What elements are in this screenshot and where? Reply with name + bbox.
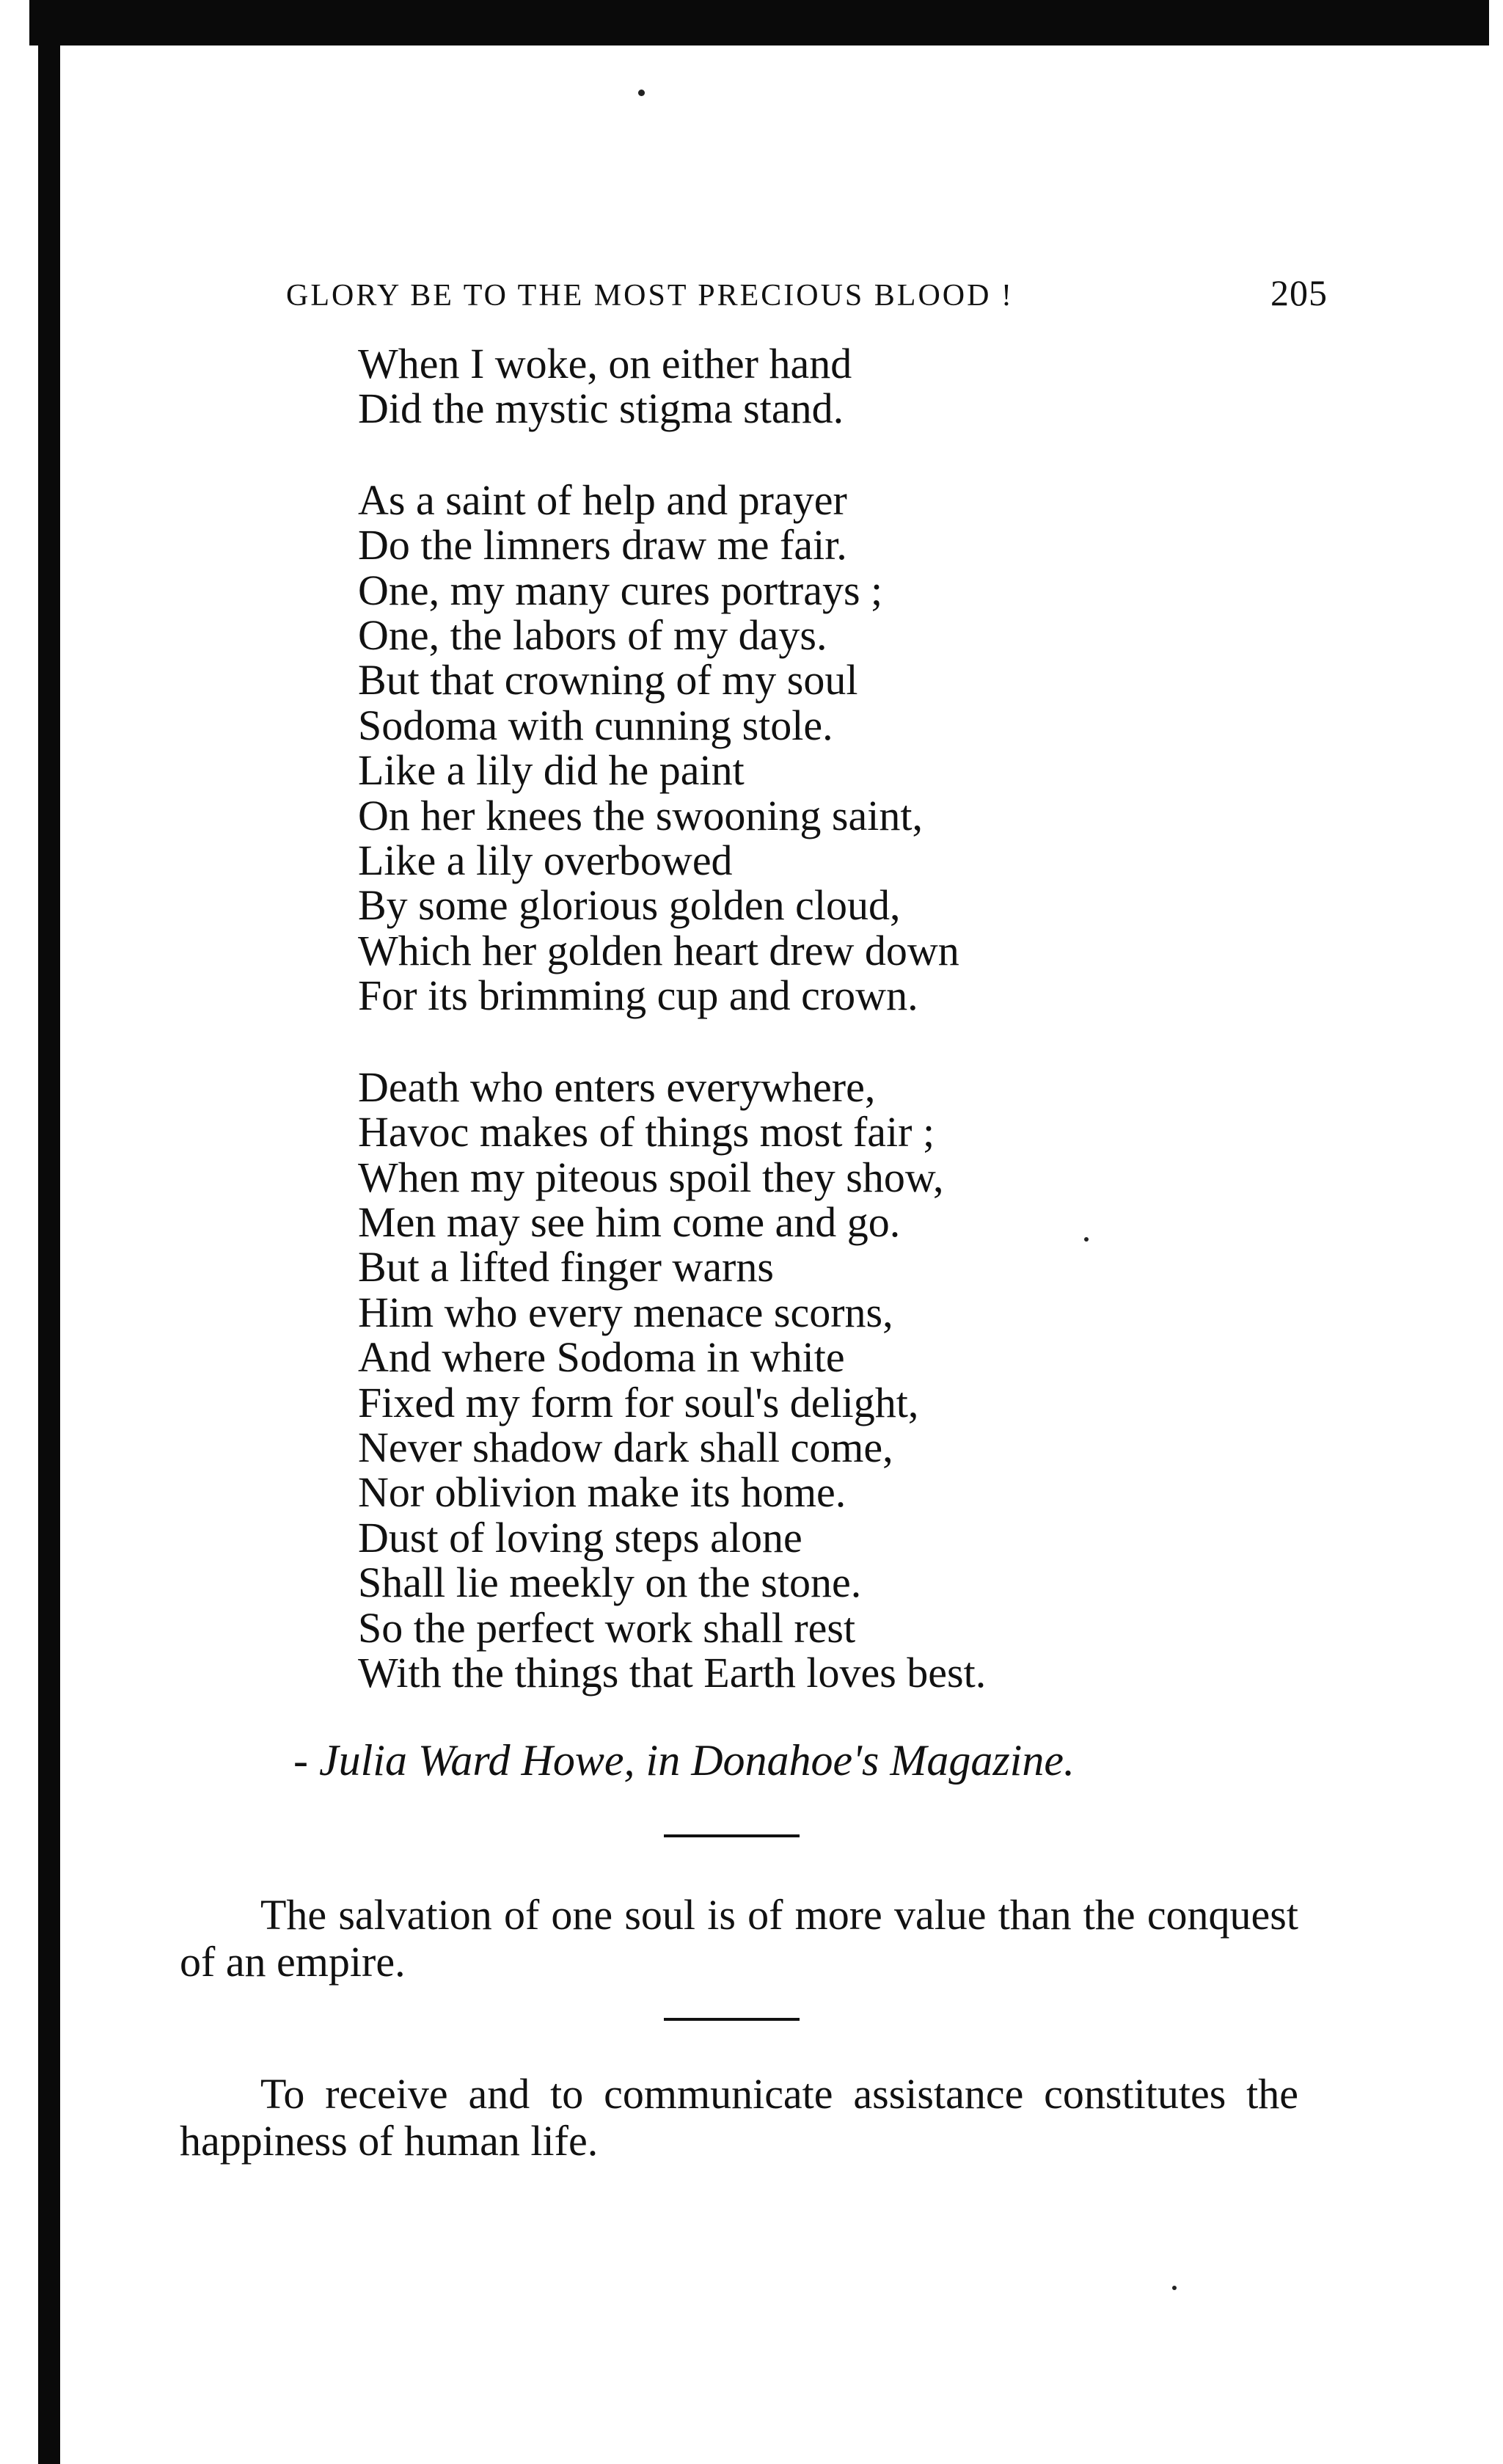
poem-line: Men may see him come and go. — [358, 1198, 901, 1246]
running-header — [286, 271, 1328, 314]
poem-line: With the things that Earth loves best. — [358, 1648, 987, 1696]
poem-stanza — [358, 1062, 987, 1696]
poem-line: Death who enters everywhere, — [358, 1062, 876, 1111]
scan-speck — [1172, 2286, 1177, 2290]
poem-line: Do the limners draw me fair. — [358, 521, 847, 569]
poem-stanza — [358, 475, 986, 1020]
poem-stanza — [358, 341, 986, 431]
stanza-gap — [358, 1018, 986, 1065]
scan-top-border — [29, 0, 1489, 45]
poem-line: Like a lily did he paint — [358, 746, 745, 795]
poem-line: Like a lily overbowed — [358, 836, 733, 885]
poem-line: And where Sodoma in white — [358, 1333, 845, 1382]
poem-line: But that crowning of my soul — [358, 656, 858, 704]
poem-line: One, my many cures portrays ; — [358, 566, 883, 614]
maxim-paragraph: To receive and to communicate assistance constitutes the happiness of human life. — [180, 2070, 1298, 2165]
poem-line: Which her golden heart drew down — [358, 926, 959, 974]
scan-speck — [1084, 1237, 1089, 1242]
section-divider — [664, 2018, 800, 2021]
poem-line: One, the labors of my days. — [358, 611, 827, 660]
poem-line: By some glorious golden cloud, — [358, 881, 901, 930]
poem-line: Did the mystic stigma stand. — [358, 384, 844, 433]
poem-line: Nor oblivion make its home. — [358, 1468, 846, 1517]
running-title: GLORY BE TO THE MOST PRECIOUS BLOOD ! — [286, 279, 1014, 313]
stanza-gap — [358, 431, 986, 478]
page-number: 205 — [1270, 272, 1328, 313]
poem-line: As a saint of help and prayer — [358, 475, 847, 524]
poem-line: So the perfect work shall rest — [358, 1603, 856, 1652]
poem-line: Havoc makes of things most fair ; — [358, 1108, 935, 1156]
poem-line: For its brimming cup and crown. — [358, 972, 918, 1020]
maxim-paragraph: The salvation of one soul is of more value than the conquest of an empire. — [180, 1891, 1298, 1986]
poem-line: On her knees the swooning saint, — [358, 791, 923, 839]
poem — [358, 341, 986, 1695]
poem-line: Him who every menace scorns, — [358, 1288, 893, 1336]
poem-line: When I woke, on either hand — [358, 340, 852, 387]
poem-line: Shall lie meekly on the stone. — [358, 1559, 862, 1607]
scan-left-border — [38, 29, 60, 2464]
poem-line: But a lifted finger warns — [358, 1243, 774, 1291]
poem-attribution: - Julia Ward Howe, in Donahoe's Magazine. — [293, 1736, 1075, 1785]
section-divider — [664, 1834, 800, 1837]
poem-line: Dust of loving steps alone — [358, 1513, 802, 1561]
poem-line: When my piteous spoil they show, — [358, 1153, 944, 1201]
scan-speck — [638, 90, 645, 96]
poem-line: Never shadow dark shall come, — [358, 1423, 893, 1471]
poem-line: Fixed my form for soul's delight, — [358, 1378, 919, 1426]
poem-line: Sodoma with cunning stole. — [358, 701, 833, 749]
